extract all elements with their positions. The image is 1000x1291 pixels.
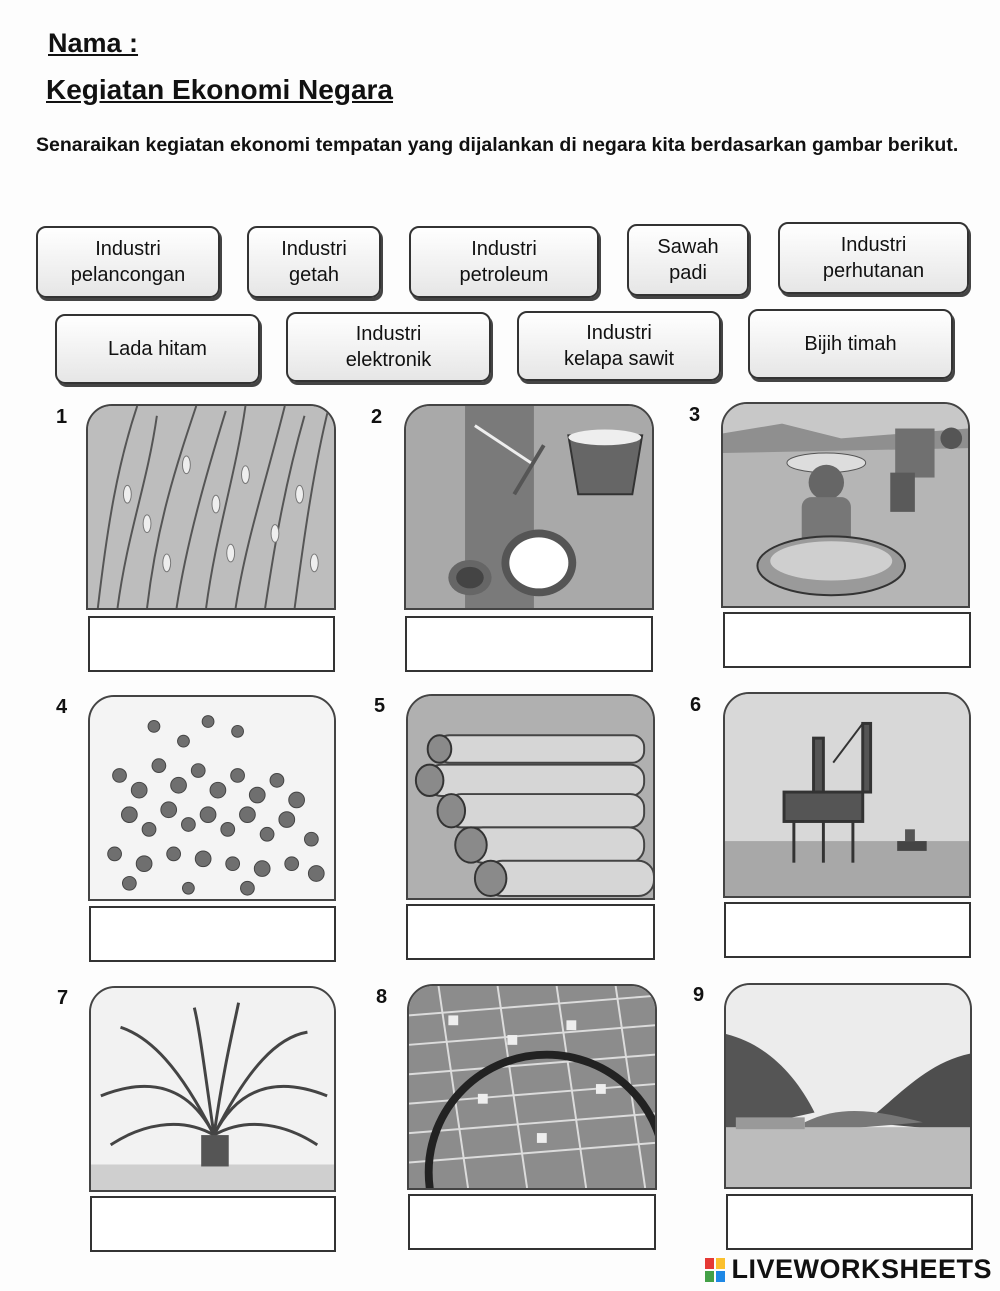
word-chip-petroleum[interactable]: Industri petroleum (409, 226, 599, 298)
word-chip-getah[interactable]: Industri getah (247, 226, 381, 298)
answer-box-2[interactable] (405, 616, 653, 672)
black-pepper-photo (88, 695, 336, 901)
liveworksheets-icon (705, 1258, 725, 1282)
rice-paddy-photo (86, 404, 336, 610)
name-label: Nama : (48, 28, 139, 58)
word-chip-sawah-padi[interactable]: Sawah padi (627, 224, 749, 296)
word-chip-kelapa-sawit[interactable]: Industri kelapa sawit (517, 311, 721, 381)
rubber-tapping-photo (404, 404, 654, 610)
circuit-board-photo (407, 984, 657, 1190)
answer-box-3[interactable] (723, 612, 971, 668)
answer-box-5[interactable] (406, 904, 655, 960)
instruction-text: Senaraikan kegiatan ekonomi tempatan yang dijalankan di negara kita berdasarkan gambar berikut. (36, 134, 959, 156)
item-number: 8 (376, 986, 388, 1008)
item-number: 5 (374, 695, 386, 717)
item-number: 1 (56, 406, 68, 428)
page-title: Kegiatan Ekonomi Negara (46, 74, 393, 105)
tin-panning-photo (721, 402, 970, 608)
answer-box-9[interactable] (726, 1194, 973, 1250)
brand-name: LIVEWORKSHEETS (731, 1254, 992, 1284)
answer-box-8[interactable] (408, 1194, 656, 1250)
answer-box-6[interactable] (724, 902, 971, 958)
answer-box-4[interactable] (89, 906, 336, 962)
item-number: 4 (56, 696, 68, 718)
item-number: 9 (693, 984, 705, 1006)
word-chip-elektronik[interactable]: Industri elektronik (286, 312, 491, 382)
answer-box-1[interactable] (88, 616, 335, 672)
word-chip-pelancongan[interactable]: Industri pelancongan (36, 226, 220, 298)
word-chip-bijih-timah[interactable]: Bijih timah (748, 309, 953, 379)
oil-platform-photo (723, 692, 971, 898)
item-number: 2 (371, 406, 383, 428)
tourism-bay-photo (724, 983, 972, 1189)
item-number: 3 (689, 404, 701, 426)
word-chip-perhutanan[interactable]: Industri perhutanan (778, 222, 969, 294)
timber-logs-photo (406, 694, 655, 900)
oil-palm-photo (89, 986, 336, 1192)
word-chip-lada-hitam[interactable]: Lada hitam (55, 314, 260, 384)
liveworksheets-logo (705, 1254, 992, 1285)
item-number: 7 (57, 987, 69, 1009)
item-number: 6 (690, 694, 702, 716)
answer-box-7[interactable] (90, 1196, 336, 1252)
